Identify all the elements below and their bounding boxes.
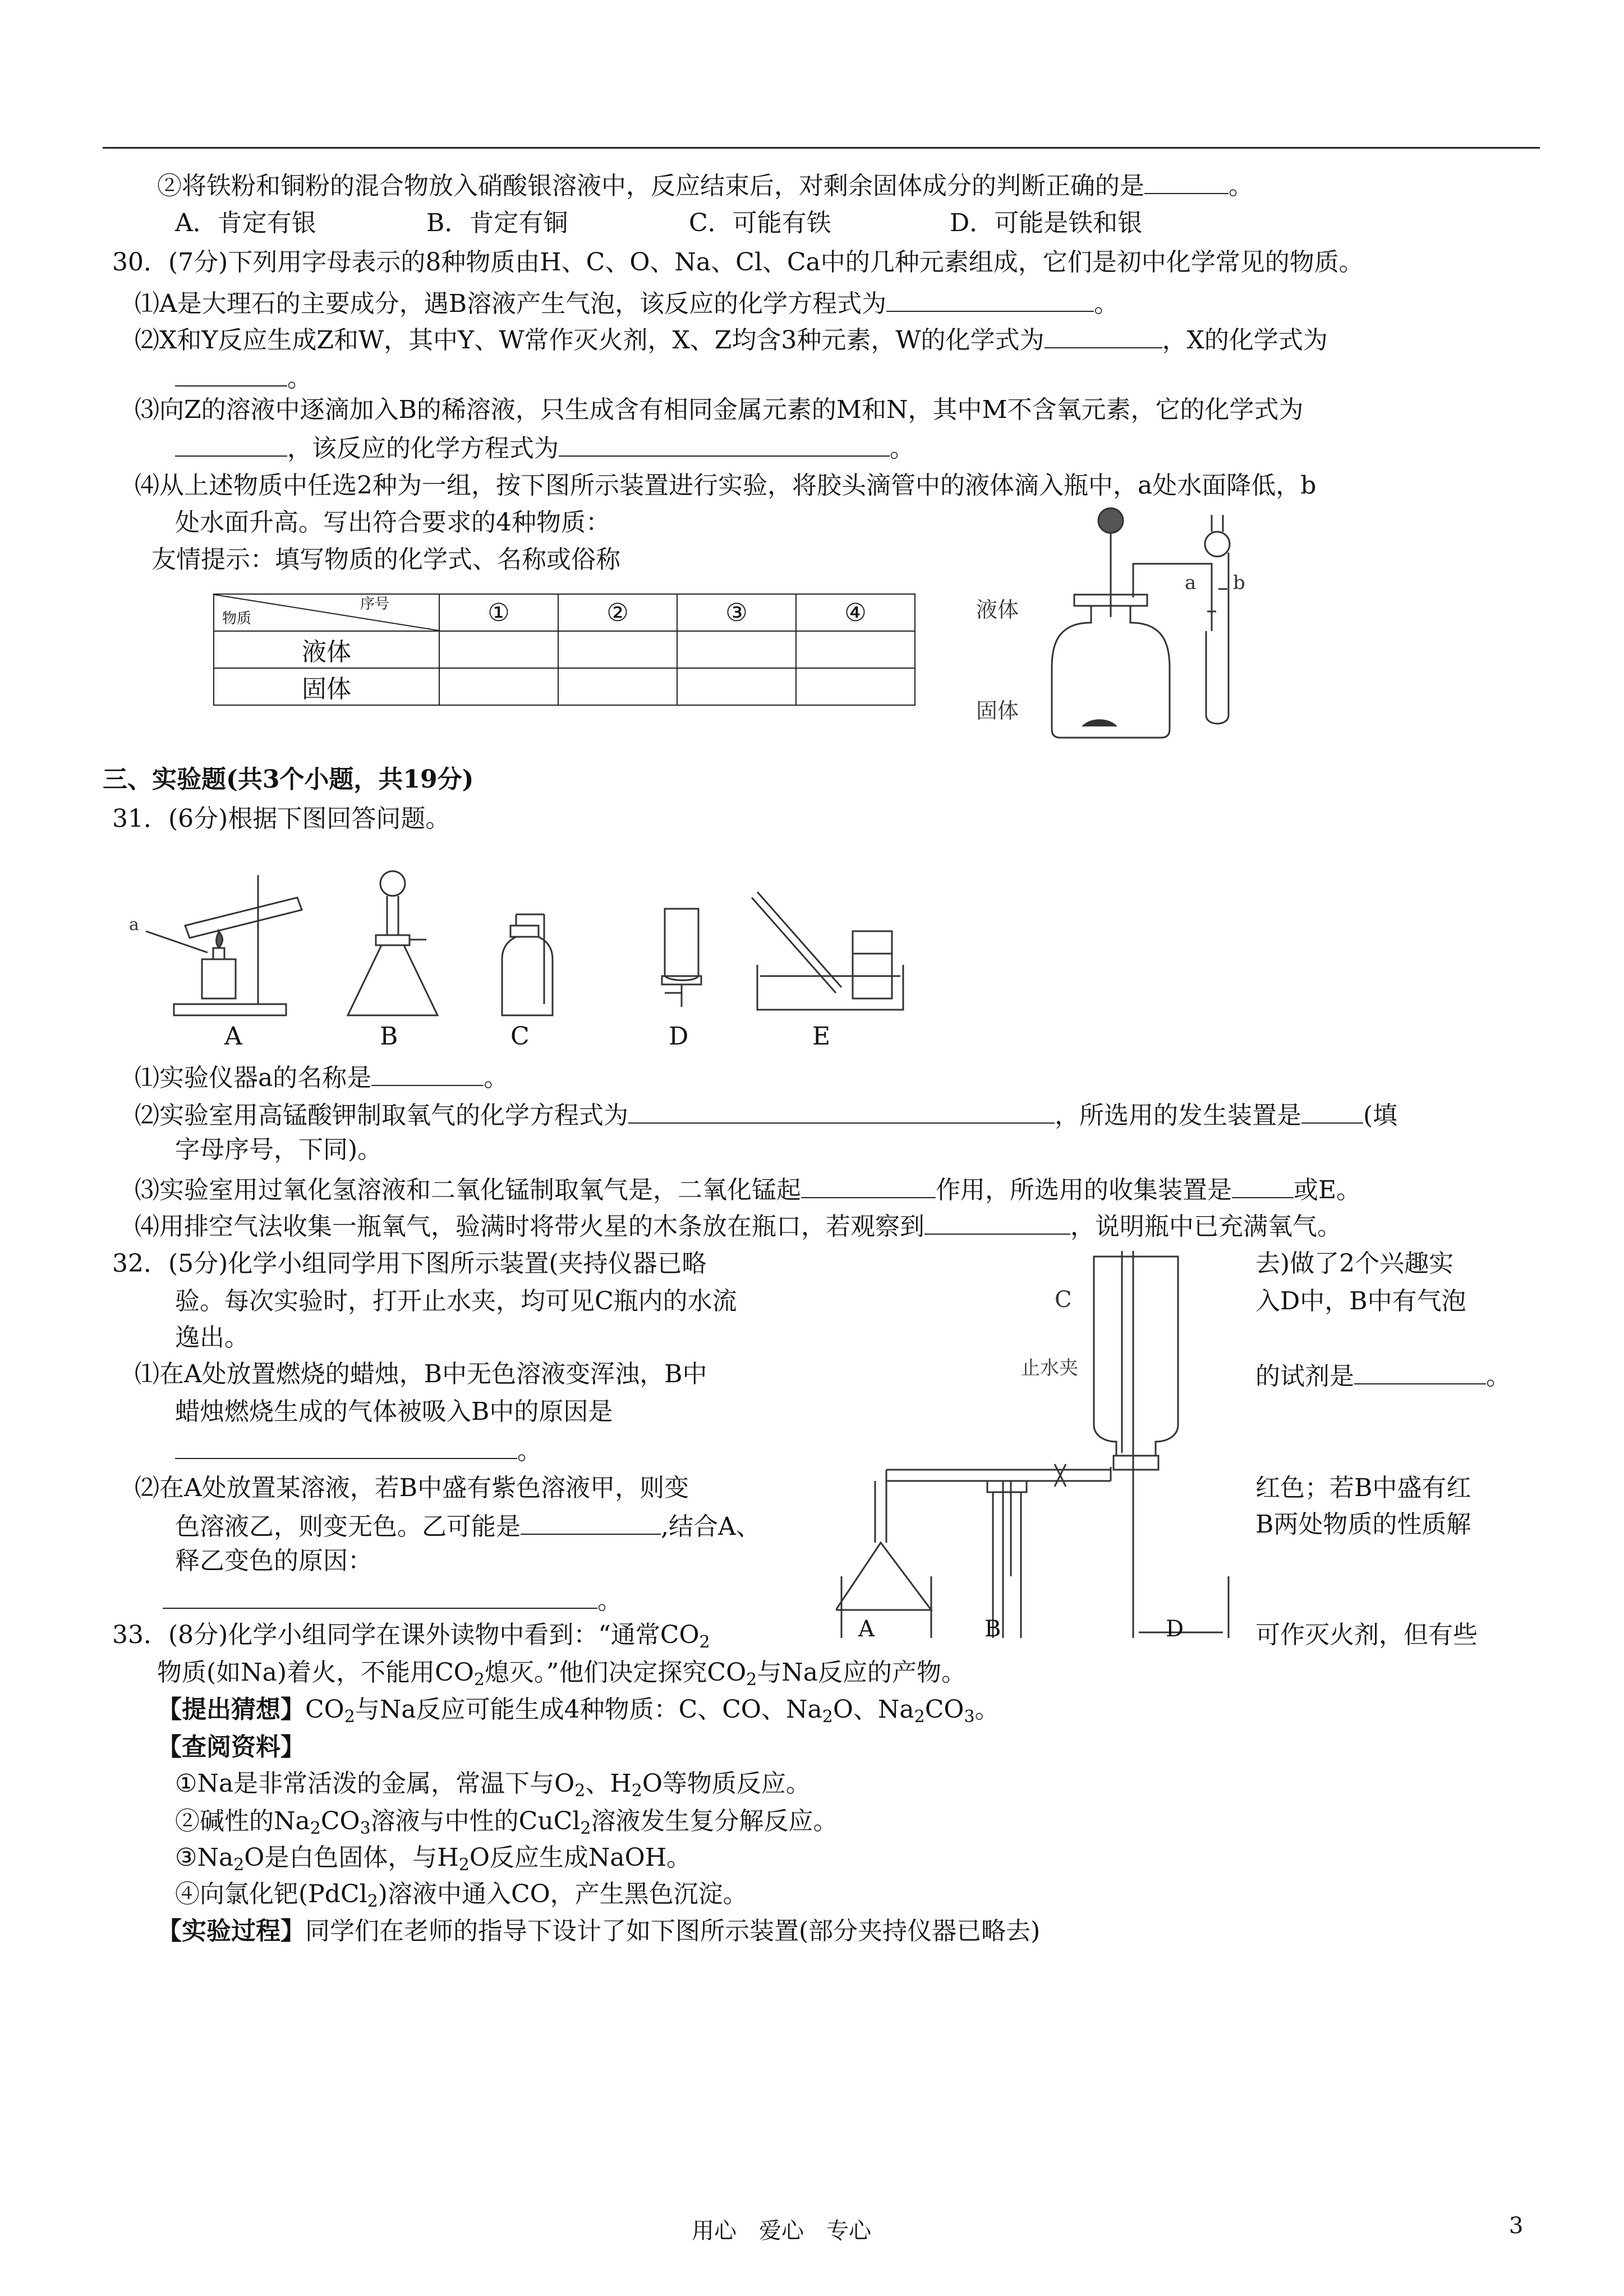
- q32-line2b: 入D中，B中有气泡: [1255, 1287, 1466, 1315]
- q32-line8: [175, 1508, 761, 1544]
- q33-info1: [175, 1767, 811, 1801]
- q33-i4a: ④向氯化钯(PdCl: [175, 1880, 367, 1908]
- q32-l6: 。: [517, 1437, 542, 1465]
- diag-label-number: 序号: [360, 596, 390, 613]
- q31-part2-cont: 字母序号，下同)。: [175, 1135, 383, 1164]
- footer-motto: 用心 爱心 专心: [692, 2218, 871, 2244]
- q30-p2b: ，X的化学式为: [1162, 326, 1328, 355]
- q30-p1-end: 。: [1094, 289, 1119, 318]
- q31-p1-text: ⑴实验仪器a的名称是: [135, 1064, 372, 1092]
- subscript: 2: [458, 1855, 470, 1875]
- q31-p3c: 或E。: [1294, 1176, 1361, 1204]
- q33-gc: O、Na: [832, 1695, 914, 1724]
- answer-blank[interactable]: [1045, 321, 1162, 348]
- q33-i3b: O是白色固体，与H: [244, 1843, 459, 1872]
- q32-l8a: 色溶液乙，则变无色。乙可能是: [175, 1512, 521, 1541]
- subscript: 2: [344, 1707, 355, 1727]
- q32-line2a: 验。每次实验时，打开止水夹，均可见C瓶内的水流: [175, 1287, 737, 1315]
- fig-label-a: A: [224, 1022, 242, 1051]
- q33-i2c: 溶液与中性的CuCl: [370, 1807, 581, 1835]
- q30-answer-table: [213, 593, 915, 706]
- liquid-label: 液体: [976, 597, 1019, 622]
- fig-label-a: A: [858, 1616, 875, 1642]
- q32-line4a: ⑴在A处放置燃烧的蜡烛，B中无色溶液变浑浊，B中: [135, 1360, 707, 1388]
- q30-stem: 30．(7分)下列用字母表示的8种物质由H、C、O、Na、Cl、Ca中的几种元素组成，它们是初中化学常见的物质。: [112, 248, 1364, 277]
- q32-l8b: ,结合A、: [661, 1512, 761, 1541]
- answer-blank[interactable]: [628, 1097, 1055, 1124]
- q29-option-d: D．可能是铁和银: [950, 209, 1143, 237]
- q33-l2b: 熄灭。”他们决定探究CO: [484, 1658, 747, 1687]
- q30-part3: ⑶向Z的溶液中逐滴加入B的稀溶液，只生成含有相同金属元素的M和N，其中M不含氧元素，它的化学式为: [135, 395, 1304, 424]
- answer-cell[interactable]: [439, 631, 558, 668]
- q31-stem: 31．(6分)根据下图回答问题。: [112, 804, 450, 833]
- answer-blank[interactable]: [521, 1508, 661, 1535]
- col-header-2: ②: [558, 594, 677, 631]
- answer-blank[interactable]: [175, 360, 287, 386]
- q33-l1a: 33．(8分)化学小组同学在课外读物中看到：“通常CO: [112, 1621, 700, 1649]
- q32-line1a: 32．(5分)化学小组同学用下图所示装置(夹持仪器已略: [112, 1249, 707, 1278]
- answer-cell[interactable]: [796, 668, 915, 705]
- table-row: [214, 668, 915, 705]
- info-tag: 【查阅资料】: [157, 1733, 305, 1761]
- table-header-row: [214, 594, 915, 631]
- fig-label-b: B: [380, 1022, 398, 1051]
- q33-process: [157, 1915, 1040, 1948]
- answer-blank[interactable]: [1232, 1171, 1294, 1198]
- q32-line7a: ⑵在A处放置某溶液，若B中盛有紫色溶液甲，则变: [135, 1474, 689, 1502]
- q33-proc: 同学们在老师的指导下设计了如下图所示装置(部分夹持仪器已略去): [305, 1917, 1041, 1945]
- subscript: 2: [699, 1632, 710, 1652]
- row-label-solid: 固体: [214, 668, 439, 705]
- section-3-heading: 三、实验题(共3个小题，共19分): [103, 765, 474, 794]
- header-rule: [103, 147, 1540, 149]
- bottle-c-label: C: [1055, 1287, 1072, 1313]
- subscript: 2: [367, 1892, 378, 1911]
- subscript: 2: [473, 1670, 485, 1690]
- subscript: 3: [964, 1707, 975, 1727]
- answer-blank[interactable]: [175, 430, 287, 457]
- answer-blank[interactable]: [371, 1059, 484, 1086]
- q32-l4b: 的试剂是: [1255, 1362, 1354, 1391]
- q33-ge: 。: [974, 1695, 1000, 1724]
- q32-line10: [163, 1582, 622, 1618]
- clamp-label: 止水夹: [1021, 1357, 1078, 1379]
- guess-tag: 【提出猜想】: [157, 1695, 305, 1724]
- q32-line3: 逸出。: [175, 1323, 249, 1352]
- q31-p3a: ⑶实验室用过氧化氢溶液和二氧化锰制取氧气是，二氧化锰起: [135, 1176, 801, 1204]
- page-number: 3: [1509, 2213, 1524, 2239]
- q33-ga: CO: [305, 1695, 344, 1724]
- answer-cell[interactable]: [677, 668, 796, 705]
- q32-line8c: B两处物质的性质解: [1255, 1510, 1471, 1539]
- q31-part1: [135, 1059, 508, 1095]
- subscript: 3: [360, 1819, 371, 1838]
- q30-p2a: ⑵X和Y反应生成Z和W，其中Y、W常作灭火剂，X、Z均含3种元素，W的化学式为: [135, 326, 1045, 355]
- q29-text: ②将铁粉和铜粉的混合物放入硝酸银溶液中，反应结束后，对剩余固体成分的判断正确的是: [157, 172, 1144, 200]
- q33-i1c: O等物质反应。: [642, 1769, 811, 1798]
- q33-i1a: ①Na是非常活泼的金属，常温下与O: [175, 1769, 575, 1798]
- answer-blank[interactable]: [163, 1582, 597, 1609]
- q33-i3c: O反应生成NaOH。: [469, 1843, 692, 1872]
- q30-part2: [135, 321, 1328, 357]
- fig-label-c: C: [510, 1022, 530, 1051]
- fig-label-d: D: [669, 1022, 689, 1051]
- q30-p2c: 。: [287, 364, 312, 393]
- q30-apparatus-figure: [976, 505, 1290, 740]
- answer-cell[interactable]: [677, 631, 796, 668]
- answer-blank[interactable]: [1301, 1097, 1363, 1124]
- q31-p4a: ⑷用排空气法收集一瓶氧气，验满时将带火星的木条放在瓶口，若观察到: [135, 1212, 924, 1241]
- q33-gb: 与Na反应可能生成4种物质：C、CO、Na: [355, 1695, 822, 1724]
- q33-i4b: )溶液中通入CO，产生黑色沉淀。: [378, 1880, 748, 1908]
- diagonal-header-cell: [214, 594, 439, 631]
- q30-hint: 友情提示：填写物质的化学式、名称或俗称: [151, 545, 620, 574]
- q31-part3: [135, 1171, 1361, 1207]
- q33-info2: [175, 1805, 838, 1838]
- q31-part2: [135, 1097, 1397, 1133]
- q32-l10: 。: [597, 1586, 622, 1615]
- answer-blank[interactable]: [1144, 167, 1229, 194]
- answer-blank[interactable]: [801, 1171, 936, 1198]
- q32-line4b: [1255, 1358, 1511, 1393]
- q33-i3a: ③Na: [175, 1843, 234, 1872]
- answer-cell[interactable]: [796, 631, 915, 668]
- diag-label-substance: 物质: [222, 610, 252, 627]
- q33-i2d: 溶液发生复分解反应。: [591, 1807, 838, 1835]
- q30-part2-cont: [175, 360, 312, 395]
- fig-label-d: D: [1166, 1616, 1184, 1642]
- q32-line9: 释乙变色的原因：: [175, 1547, 372, 1575]
- subscript: 2: [310, 1819, 321, 1838]
- q30-p3c: 。: [890, 434, 914, 463]
- col-header-3: ③: [677, 594, 796, 631]
- q33-line1b: 可作灭火剂，但有些: [1255, 1621, 1478, 1649]
- q33-i2b: CO: [320, 1807, 360, 1835]
- q33-info4: [175, 1878, 748, 1911]
- q29-end: 。: [1229, 172, 1253, 200]
- q30-p3b: ，该反应的化学方程式为: [287, 434, 559, 463]
- answer-cell[interactable]: [558, 631, 677, 668]
- subscript: 2: [746, 1670, 757, 1690]
- q29-option-b: B．肯定有铜: [426, 209, 568, 237]
- subscript: 2: [574, 1781, 586, 1801]
- answer-blank[interactable]: [175, 1432, 517, 1459]
- subscript: 2: [822, 1707, 833, 1727]
- answer-cell[interactable]: [558, 668, 677, 705]
- q33-gd: CO: [924, 1695, 964, 1724]
- q31-p2b: ，所选用的发生装置是: [1055, 1101, 1301, 1130]
- q30-part4-cont: 处水面升高。写出符合要求的4种物质：: [175, 508, 610, 537]
- q33-i2a: ②碱性的Na: [175, 1807, 310, 1835]
- fig-label-b: B: [984, 1616, 1001, 1642]
- q33-line2: [157, 1656, 966, 1690]
- q31-p1-end: 。: [484, 1064, 509, 1092]
- col-header-4: ④: [796, 594, 915, 631]
- q33-info3: [175, 1841, 691, 1875]
- q31-p2a: ⑵实验室用高锰酸钾制取氧气的化学方程式为: [135, 1101, 628, 1130]
- q32-apparatus-figure: [836, 1240, 1251, 1638]
- fig-label-e: E: [812, 1022, 831, 1051]
- subscript: 2: [914, 1707, 925, 1727]
- q29-option-a: A．肯定有银: [175, 209, 316, 237]
- subscript: 2: [233, 1855, 245, 1875]
- q29-option-c: C．可能有铁: [689, 209, 831, 237]
- q33-l2: 物质(如Na)着火，不能用CO: [157, 1658, 474, 1687]
- answer-blank[interactable]: [1354, 1358, 1486, 1384]
- instrument-a-label: a: [129, 915, 139, 935]
- point-b-label: b: [1233, 572, 1245, 594]
- q33-guess: [157, 1693, 1000, 1727]
- solid-label: 固体: [976, 698, 1019, 723]
- q33-line1a: [112, 1618, 710, 1652]
- point-a-label: a: [1185, 572, 1197, 594]
- table-row: [214, 631, 915, 668]
- q32-line7b: 红色；若B中盛有红: [1255, 1474, 1471, 1502]
- subscript: 2: [631, 1781, 642, 1801]
- q30-part3-cont: [175, 430, 914, 466]
- answer-blank[interactable]: [559, 430, 890, 457]
- answer-blank[interactable]: [924, 1208, 1070, 1235]
- q31-p3b: 作用，所选用的收集装置是: [936, 1176, 1232, 1204]
- row-label-liquid: 液体: [214, 631, 439, 668]
- q30-part1: [135, 285, 1119, 321]
- q31-p4b: ，说明瓶中已充满氧气。: [1070, 1212, 1342, 1241]
- q31-p2c: (填: [1363, 1101, 1398, 1130]
- q33-l2c: 与Na反应的产物。: [757, 1658, 966, 1687]
- answer-blank[interactable]: [886, 285, 1094, 312]
- q32-line1b: 去)做了2个兴趣实: [1255, 1249, 1454, 1278]
- q30-part4: ⑷从上述物质中任选2种为一组，按下图所示装置进行实验，将胶头滴管中的液体滴入瓶中，a处水面降低，b: [135, 471, 1317, 500]
- process-tag: 【实验过程】: [157, 1917, 305, 1945]
- subscript: 2: [580, 1819, 591, 1838]
- q30-p1-text: ⑴A是大理石的主要成分，遇B溶液产生气泡，该反应的化学方程式为: [135, 289, 887, 318]
- q32-line6: [175, 1432, 542, 1468]
- q32-l4c: 。: [1486, 1362, 1511, 1391]
- q29-line: [157, 167, 1253, 203]
- col-header-1: ①: [439, 594, 558, 631]
- answer-cell[interactable]: [439, 668, 558, 705]
- q31-part4: [135, 1208, 1342, 1244]
- q33-i1b: 、H: [585, 1769, 632, 1798]
- q32-line5: 蜡烛燃烧生成的气体被吸入B中的原因是: [175, 1397, 613, 1426]
